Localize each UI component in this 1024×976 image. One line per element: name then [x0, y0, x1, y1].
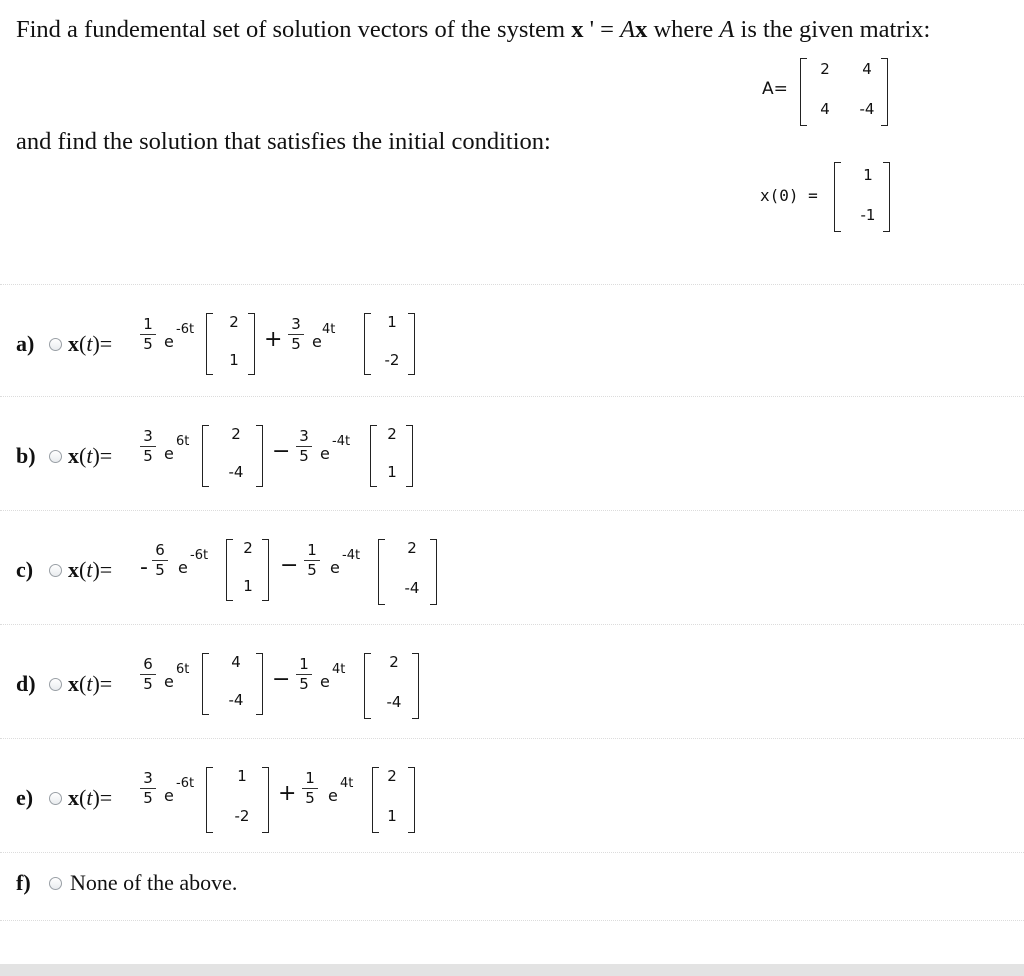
option-letter: b) [16, 443, 36, 468]
option-c [0, 521, 1024, 616]
exponent-1: 6t [176, 434, 190, 449]
divider [0, 738, 1024, 739]
divider [0, 396, 1024, 397]
vector-1-bottom: -2 [234, 807, 250, 825]
option-lhs: x(t)= [68, 557, 113, 582]
vector-2-bottom: -4 [404, 579, 420, 597]
matrix-A-r1c2: 4 [862, 60, 872, 78]
divider [0, 624, 1024, 625]
exponent-2: 4t [332, 662, 346, 677]
exp-base-2: e [320, 672, 330, 691]
initial-label: x(0) = [760, 186, 818, 205]
option-f [0, 862, 1024, 912]
vector-1-top: 4 [231, 653, 241, 671]
option-letter: c) [16, 557, 34, 582]
exponent-2: 4t [340, 776, 354, 791]
exp-base-2: e [320, 444, 330, 463]
coef-1: 3 5 [140, 771, 156, 806]
vector-2-bottom: -4 [386, 693, 402, 711]
vector-1-right-bracket [262, 539, 269, 601]
vector-2-right-bracket [408, 313, 415, 375]
vector-2-left-bracket [364, 313, 371, 375]
matrix-A-label: A= [762, 79, 788, 99]
operator: + [264, 327, 283, 352]
vector-1-top: 2 [229, 313, 239, 331]
vector-2-right-bracket [412, 653, 419, 719]
matrix-A-left-bracket [800, 58, 807, 126]
matrix-A-r1c1: 2 [820, 60, 830, 78]
vector-2-right-bracket [430, 539, 437, 605]
exponent-1: -6t [176, 776, 195, 791]
matrix-A-r2c1: 4 [820, 100, 830, 118]
vector-2-top: 2 [387, 425, 397, 443]
vector-1-top: 1 [237, 767, 247, 785]
vector-1-bottom: -4 [228, 463, 244, 481]
vector-1-right-bracket [256, 425, 263, 487]
vector-1-top: 2 [231, 425, 241, 443]
coef-2: 3 5 [288, 317, 304, 352]
exponent-2: -4t [332, 434, 351, 449]
coef-2: 1 5 [304, 543, 320, 578]
vector-2-top: 2 [389, 653, 399, 671]
option-b-radio[interactable] [49, 450, 62, 463]
option-lhs: x(t)= [68, 443, 113, 468]
vector-2-top: 2 [387, 767, 397, 785]
exp-base-2: e [330, 558, 340, 577]
question-A-2: A [719, 16, 735, 43]
question-text [16, 16, 930, 44]
option-a-radio[interactable] [49, 338, 62, 351]
question-A: A [620, 16, 636, 43]
option-d [0, 635, 1024, 730]
vector-2-bottom: 1 [387, 463, 397, 481]
operator: + [278, 781, 297, 806]
vector-2-top: 1 [387, 313, 397, 331]
vector-2-right-bracket [406, 425, 413, 487]
option-letter: a) [16, 331, 35, 356]
coef-2: 1 5 [296, 657, 312, 692]
vector-2-left-bracket [372, 767, 379, 833]
vector-2-bottom: -2 [384, 351, 400, 369]
option-letter: f) [16, 870, 31, 895]
exponent-1: -6t [176, 322, 195, 337]
question-part1: Find a fundemental set of solution vectors of the system [16, 16, 572, 43]
option-lhs: x(t)= [68, 785, 113, 810]
exp-base-1: e [164, 786, 174, 805]
initial-condition-text: and find the solution that satisfies the initial condition: [16, 128, 551, 155]
vector-1-right-bracket [256, 653, 263, 715]
vector-2-left-bracket [364, 653, 371, 719]
vector-1-right-bracket [262, 767, 269, 833]
exp-base-1: e [164, 332, 174, 351]
option-letter: d) [16, 671, 36, 696]
operator: − [272, 439, 291, 464]
option-f-radio[interactable] [49, 877, 62, 890]
coef-2: 3 5 [296, 429, 312, 464]
option-lhs: x(t)= [68, 331, 113, 356]
matrix-A-right-bracket [881, 58, 888, 126]
coef-1: 3 5 [140, 429, 156, 464]
option-e [0, 749, 1024, 844]
exp-base-1: e [178, 558, 188, 577]
vector-1-left-bracket [226, 539, 233, 601]
question-part2: where [647, 16, 720, 43]
vector-2-right-bracket [408, 767, 415, 833]
initial-left-bracket [834, 162, 841, 232]
vector-1-left-bracket [202, 653, 209, 715]
leading-sign: - [140, 555, 148, 580]
vector-2-top: 2 [407, 539, 417, 557]
operator: − [280, 553, 299, 578]
option-a [0, 295, 1024, 390]
question-prime: ' = [583, 16, 621, 43]
exp-base-1: e [164, 444, 174, 463]
option-lhs: x(t)= [68, 671, 113, 696]
vector-1-left-bracket [206, 767, 213, 833]
coef-1: 6 5 [152, 543, 168, 578]
option-b [0, 407, 1024, 502]
exponent-2: -4t [342, 548, 361, 563]
option-f-text: None of the above. [70, 870, 238, 895]
initial-right-bracket [883, 162, 890, 232]
question-x-bold: x [571, 16, 584, 43]
vector-1-bottom: 1 [243, 577, 253, 595]
exponent-2: 4t [322, 322, 336, 337]
vector-2-left-bracket [378, 539, 385, 605]
vector-2-left-bracket [370, 425, 377, 487]
operator: − [272, 667, 291, 692]
matrix-A-r2c2: -4 [859, 100, 875, 118]
exponent-1: 6t [176, 662, 190, 677]
exp-base-1: e [164, 672, 174, 691]
coef-1: 1 5 [140, 317, 156, 352]
initial-v1: 1 [863, 166, 873, 184]
vector-1-left-bracket [206, 313, 213, 375]
question-x-bold-2: x [635, 16, 648, 43]
question-part3: is the given matrix: [734, 16, 931, 43]
option-letter: e) [16, 785, 34, 810]
exponent-1: -6t [190, 548, 209, 563]
divider [0, 510, 1024, 511]
vector-1-right-bracket [248, 313, 255, 375]
vector-2-bottom: 1 [387, 807, 397, 825]
divider [0, 920, 1024, 921]
divider [0, 284, 1024, 285]
option-d-radio[interactable] [49, 678, 62, 691]
option-c-radio[interactable] [49, 564, 62, 577]
coef-1: 6 5 [140, 657, 156, 692]
coef-2: 1 5 [302, 771, 318, 806]
divider [0, 852, 1024, 853]
exp-base-2: e [312, 332, 322, 351]
vector-1-bottom: -4 [228, 691, 244, 709]
vector-1-bottom: 1 [229, 351, 239, 369]
bottom-bar [0, 964, 1024, 976]
initial-v2: -1 [860, 206, 876, 224]
option-e-radio[interactable] [49, 792, 62, 805]
vector-1-top: 2 [243, 539, 253, 557]
exp-base-2: e [328, 786, 338, 805]
vector-1-left-bracket [202, 425, 209, 487]
